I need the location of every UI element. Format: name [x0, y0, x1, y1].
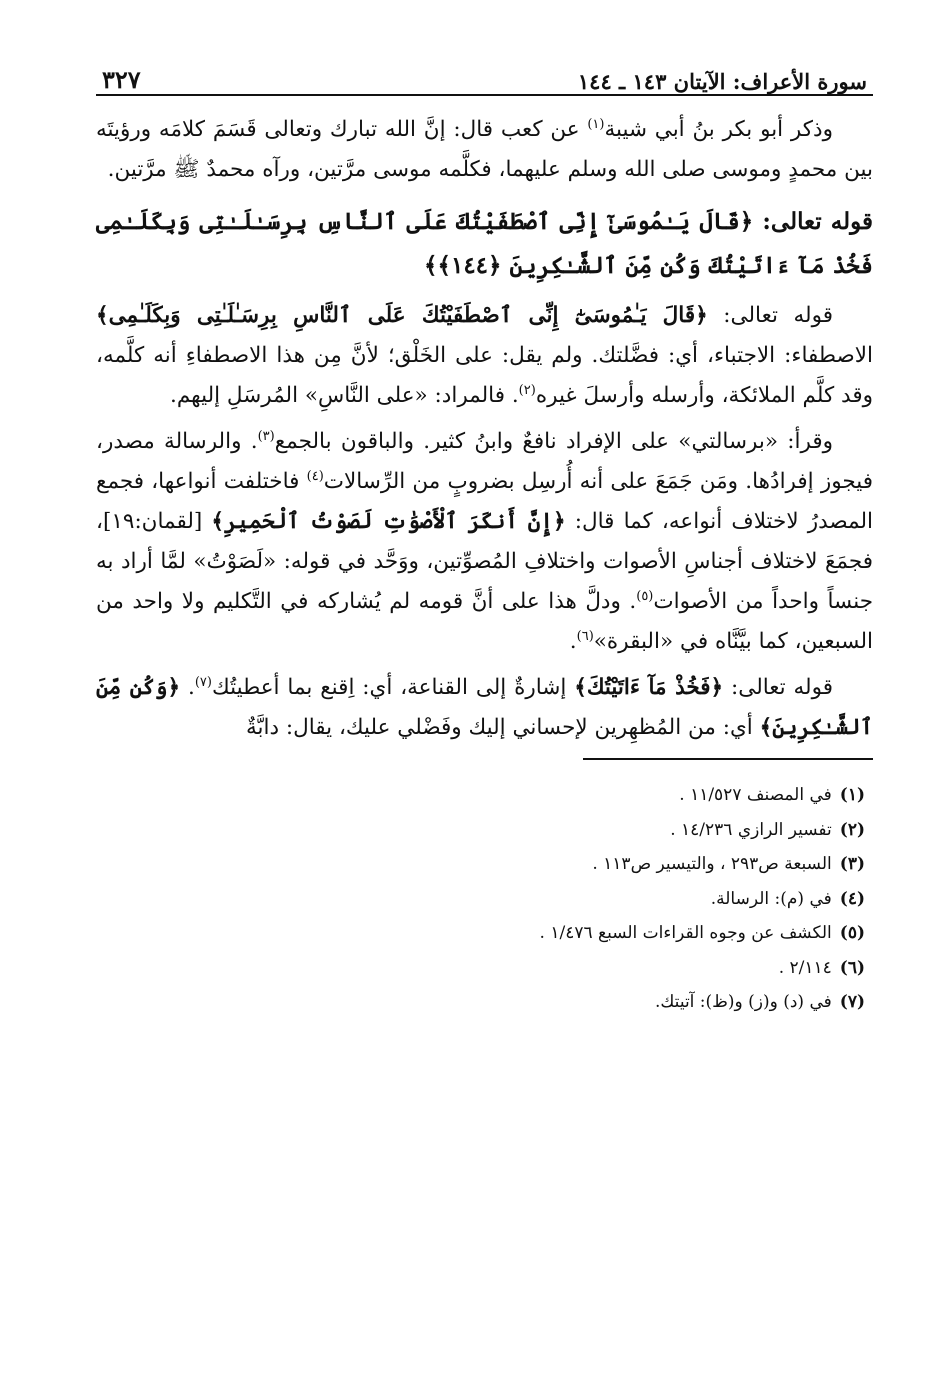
verse-lead: قوله تعالى:	[762, 208, 873, 235]
commentary-paragraph	[96, 668, 873, 748]
footnote-number: (٤)	[839, 888, 865, 909]
page-number: ٣٢٧	[102, 65, 141, 94]
intro-paragraph	[96, 110, 873, 190]
footnote-text: في (د) و(ز) و(ظ): آتيتك.	[654, 992, 832, 1012]
quran-quote: ﴿وَكُن مِّنَ ٱلشَّـٰكِرِينَ﴾	[96, 675, 873, 740]
footnote-ref: (٢)	[518, 382, 536, 398]
footnote-ref: (٣)	[257, 428, 275, 444]
commentary-paragraph	[96, 296, 873, 416]
footnote-text: في (م): الرسالة.	[710, 888, 832, 909]
footnote-text: ٢/١١٤ .	[778, 957, 832, 978]
text-run: وذكر أبو بكر بنُ أبي شيبة	[604, 117, 833, 142]
footnote	[96, 951, 873, 986]
footnote-ref: (٤)	[306, 468, 324, 484]
footnote-text: تفسير الرازي ١٤/٢٣٦ .	[670, 819, 832, 840]
surah-title: سورة الأعراف: الآيتان ١٤٣ ـ ١٤٤	[577, 69, 867, 94]
main-text	[96, 110, 873, 748]
text-run: عن كعب قال: إنَّ الله تبارك وتعالى قَسَمَ كلامَه ورؤيتَه بين محمدٍ وموسى صلى الله وسلم عليهما، فكلَّمه موسى مرَّتين، ورآه محمدٌ ﷺ مرَّتين.	[96, 117, 873, 182]
footnote-ref: (١)	[587, 116, 605, 132]
text-run: [لقمان:١٩]، فجمَعَ لاختلاف أجناسِ الأصوات واختلافِ المُصوِّتين، ووَحَّد في قوله: «لَصَوْتُ» لمَّا أراد به جنساً واحداً من الأصوات	[96, 509, 873, 614]
text-run: قوله تعالى:	[723, 675, 833, 700]
footnote	[96, 813, 873, 848]
footnotes	[96, 778, 873, 1020]
footnote	[96, 778, 873, 813]
footnote	[96, 916, 873, 951]
text-run: أي: من المُظهِرين لإحساني إليك وفَضْلي عليك، يقال: دابَّةٌ	[245, 715, 760, 740]
text-run: .	[180, 675, 195, 700]
text-run: . ودلَّ هذا على أنَّ قومه لم يُشاركه في التَّكليم ولا واحد من السبعين، كما بيَّنَّاه في «البقرة»	[96, 589, 873, 654]
quran-quote: ﴿قَالَ يَـٰمُوسَىٰٓ إِنِّى ٱصْطَفَيْتُكَ عَلَى ٱلنَّاسِ بِرِسَـٰلَـٰتِى وَبِكَلَـٰمِى﴾	[96, 303, 708, 328]
footnote-ref: (٥)	[636, 588, 654, 604]
footnote	[96, 985, 873, 1020]
commentary	[96, 296, 873, 748]
footnote-number: (٢)	[839, 819, 865, 840]
text-run: إشارةٌ إلى القناعة، أي: اِقنع بما أعطيتُك	[211, 675, 575, 700]
text-run: الاصطفاء: الاجتباء، أي: فضَّلتك. ولم يقل: على الخَلْق؛ لأنَّ مِن هذا الاصطفاءِ أنه كلَّمه، وقد كلَّم الملائكة، وأرسله وأرسلَ غيره	[96, 343, 873, 408]
text-run: . فالمراد: «على النَّاسِ» المُرسَلِ إليهم.	[170, 383, 519, 408]
running-header	[96, 52, 873, 96]
text-run: فاختلفت أنواعها، فجمع المصدرُ لاختلاف أنواعه، كما قال:	[96, 469, 873, 534]
footnote-ref: (٦)	[576, 628, 594, 644]
footnote-text: في المصنف ١١/٥٢٧ .	[679, 785, 832, 805]
verse-text: ﴿قَالَ يَـٰمُوسَىٰٓ إِنِّى ٱصْطَفَيْتُكَ عَلَى ٱلنَّاسِ بِرِسَـٰلَـٰتِى وَبِكَلَـٰمِى فَخُذْ مَآ ءَاتَيْتُكَ وَكُن مِّنَ ٱلشَّـٰكِرِينَ ﴿١٤٤﴾﴾	[96, 208, 873, 279]
page	[96, 52, 873, 1358]
footnote-number: (٧)	[839, 992, 865, 1012]
footnote-text: السبعة ص٢٩٣ ، والتيسير ص١١٣ .	[592, 854, 832, 874]
footnote-number: (١)	[839, 785, 865, 805]
footnote-ref: (٧)	[194, 674, 212, 690]
quran-quote: ﴿إِنَّ أَنكَرَ ٱلْأَصْوَٰتِ لَصَوْتُ ٱلْحَمِيرِ﴾	[211, 509, 566, 534]
footnote	[96, 882, 873, 917]
footnote-text: الكشف عن وجوه القراءات السبع ١/٤٧٦ .	[539, 923, 832, 943]
footnote	[96, 847, 873, 882]
footnote-number: (٦)	[839, 957, 865, 978]
text-run: وقرأ: «برسالتي» على الإفراد نافعٌ وابنُ كثير. والباقون بالجمع	[274, 429, 833, 454]
commentary-paragraph	[96, 422, 873, 662]
verse-heading	[96, 200, 873, 288]
quran-quote: ﴿فَخُذْ مَآ ءَاتَيْتُكَ﴾	[574, 675, 724, 700]
footnote-divider	[583, 758, 873, 760]
text-run: .	[569, 629, 577, 654]
text-run: قوله تعالى:	[707, 303, 833, 328]
text-run: . والرسالة مصدر، فيجوز إفرادُها. ومَن جَمَعَ على أنه أُرسِل بضروبٍ من الرِّسالات	[96, 429, 873, 494]
footnote-number: (٣)	[839, 854, 865, 874]
footnote-number: (٥)	[839, 923, 865, 943]
